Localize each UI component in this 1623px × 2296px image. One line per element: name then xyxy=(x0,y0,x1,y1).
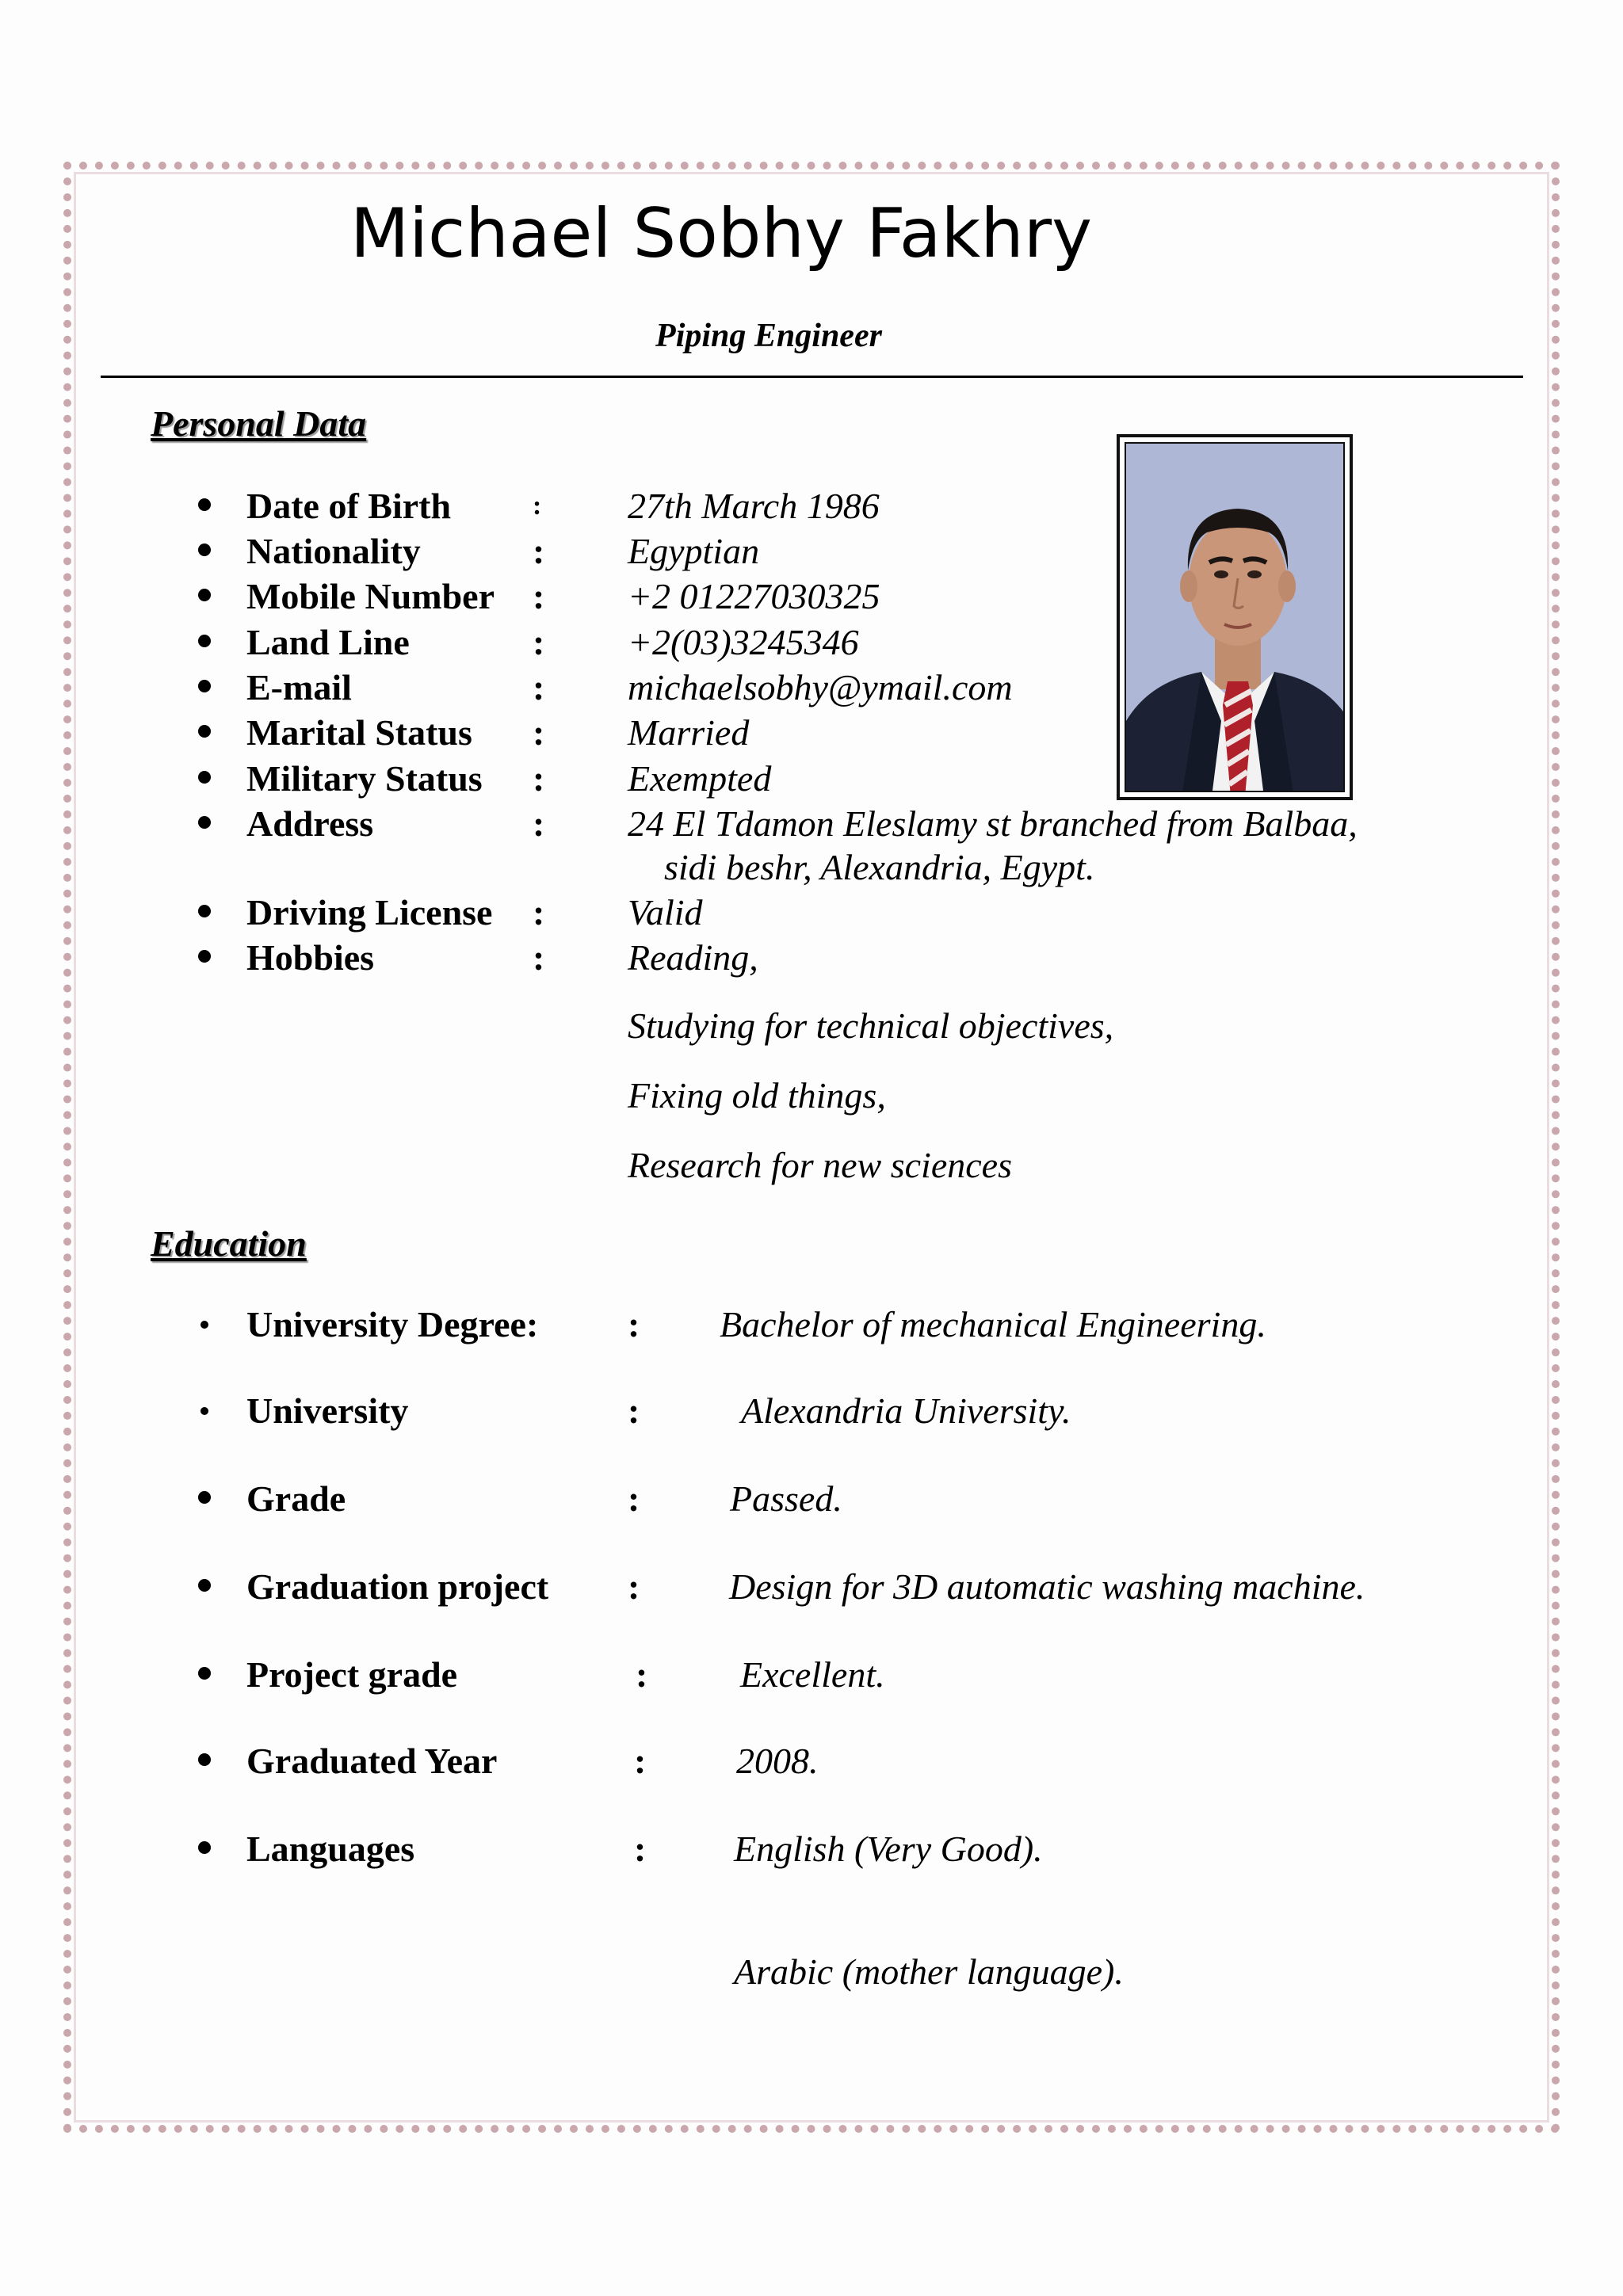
hobby-item: Fixing old things, xyxy=(628,1075,886,1116)
hobby-item: Studying for technical objectives, xyxy=(628,1005,1114,1046)
list-item xyxy=(0,803,1623,849)
field-separator: : xyxy=(634,1741,647,1781)
field-value: Design for 3D automatic washing machine. xyxy=(729,1566,1365,1607)
list-item xyxy=(0,666,1623,712)
list-item xyxy=(0,757,1623,803)
field-separator: : xyxy=(628,1390,640,1431)
field-value: Married xyxy=(628,712,750,753)
bullet-icon xyxy=(198,771,211,784)
field-value: Passed. xyxy=(730,1478,842,1519)
field-value: Bachelor of mechanical Engineering. xyxy=(720,1304,1266,1344)
bullet-icon xyxy=(198,816,211,829)
field-separator: : xyxy=(533,667,545,707)
bullet-icon xyxy=(198,543,211,556)
field-label: Date of Birth xyxy=(246,486,452,526)
field-label: Grade xyxy=(246,1478,346,1519)
bullet-icon xyxy=(198,1667,211,1680)
person-portrait-icon xyxy=(1126,444,1345,792)
header-divider xyxy=(101,376,1523,378)
section-heading-personal-data: Personal Data xyxy=(151,403,367,444)
field-label: Marital Status xyxy=(246,712,472,753)
bullet-icon xyxy=(198,725,211,738)
field-label: University xyxy=(246,1390,409,1431)
bullet-icon xyxy=(198,1579,211,1592)
field-separator: : xyxy=(533,803,545,844)
field-label: Project grade xyxy=(246,1654,458,1695)
field-label: Address xyxy=(246,803,374,844)
list-item xyxy=(0,530,1623,576)
list-item xyxy=(0,936,1623,982)
bullet-icon xyxy=(198,498,211,511)
field-separator: : xyxy=(628,1566,640,1607)
field-value: Exempted xyxy=(628,758,772,799)
candidate-name: Michael Sobhy Fakhry xyxy=(349,194,1093,273)
field-value: +2 01227030325 xyxy=(628,576,880,616)
email-value: michaelsobhy@ymail.com xyxy=(628,667,1013,707)
bullet-icon xyxy=(200,1321,208,1329)
field-value: Valid xyxy=(628,892,703,933)
field-value: English (Very Good). xyxy=(734,1829,1043,1869)
field-value: Excellent. xyxy=(740,1654,885,1695)
field-separator: : xyxy=(533,758,545,799)
field-separator: : xyxy=(533,622,545,662)
field-label: Mobile Number xyxy=(246,576,495,616)
field-separator: : xyxy=(634,1829,647,1869)
list-item xyxy=(0,485,1623,531)
field-value: 27th March 1986 xyxy=(628,486,880,526)
field-separator: : xyxy=(533,531,545,571)
list-item xyxy=(0,575,1623,621)
bullet-icon xyxy=(198,950,211,963)
field-value: Egyptian xyxy=(628,531,760,571)
field-value: Reading, xyxy=(628,937,758,978)
bullet-icon xyxy=(200,1407,208,1415)
portrait-image xyxy=(1125,442,1345,792)
field-separator: : xyxy=(533,712,545,753)
bullet-icon xyxy=(198,635,211,647)
list-item xyxy=(0,1478,1623,1524)
field-label: Nationality xyxy=(246,531,421,571)
list-item xyxy=(0,1566,1623,1611)
job-title: Piping Engineer xyxy=(655,318,882,354)
language-item: Arabic (mother language). xyxy=(734,1951,1124,1992)
bullet-icon xyxy=(198,905,211,917)
field-label: Hobbies xyxy=(246,937,375,978)
field-label: Land Line xyxy=(246,622,410,662)
hobby-item: Research for new sciences xyxy=(628,1145,1012,1185)
profile-photo xyxy=(1117,434,1353,800)
list-item xyxy=(0,891,1623,937)
bullet-icon xyxy=(198,1491,211,1504)
list-item xyxy=(0,1653,1623,1699)
list-item xyxy=(0,711,1623,757)
field-label: Graduated Year xyxy=(246,1741,498,1781)
field-label: University Degree: xyxy=(246,1304,539,1344)
bullet-icon xyxy=(198,1841,211,1854)
field-label: Driving License xyxy=(246,892,493,933)
list-item xyxy=(0,1740,1623,1786)
bullet-icon xyxy=(198,589,211,601)
field-separator: : xyxy=(533,892,545,933)
field-label: Languages xyxy=(246,1829,415,1869)
field-value: Alexandria University. xyxy=(741,1390,1071,1431)
field-separator: : xyxy=(533,937,545,978)
field-value: +2(03)3245346 xyxy=(628,622,859,662)
list-item xyxy=(0,1828,1623,1874)
bullet-icon xyxy=(198,1753,211,1766)
address-line-2: sidi beshr, Alexandria, Egypt. xyxy=(664,847,1095,887)
bullet-icon xyxy=(198,680,211,692)
field-separator: : xyxy=(628,1304,640,1344)
field-value: 24 El Tdamon Eleslamy st branched from Balbaa, xyxy=(628,803,1358,844)
field-label: E-mail xyxy=(246,667,352,707)
section-heading-education: Education xyxy=(151,1223,307,1264)
field-value: 2008. xyxy=(736,1741,819,1781)
field-separator: : xyxy=(628,1478,640,1519)
field-label: Graduation project xyxy=(246,1566,549,1607)
list-item xyxy=(0,621,1623,667)
field-separator: : xyxy=(533,491,542,521)
list-item xyxy=(0,1390,1623,1436)
field-separator: : xyxy=(533,576,545,616)
field-label: Military Status xyxy=(246,758,483,799)
list-item xyxy=(0,1303,1623,1349)
field-separator: : xyxy=(636,1654,648,1695)
